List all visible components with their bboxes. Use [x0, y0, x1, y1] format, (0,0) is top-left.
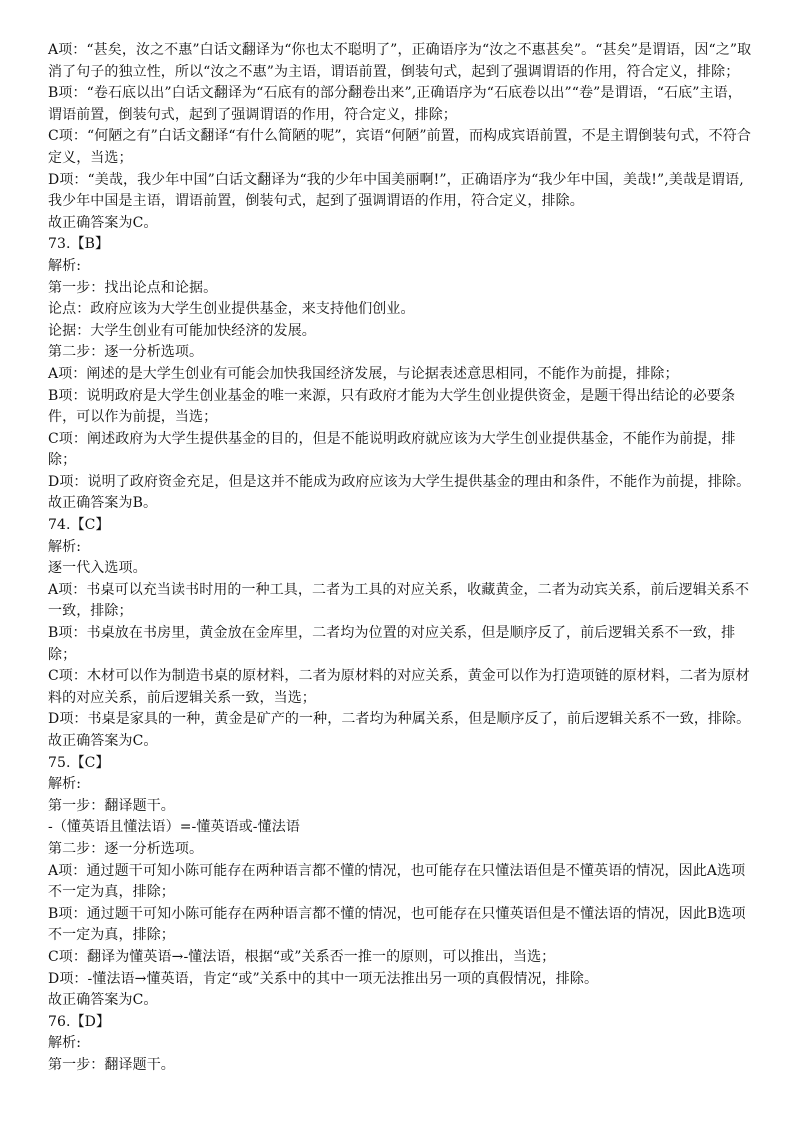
answer-line: 故正确答案为C。	[48, 214, 158, 231]
question-number: 73.【B】	[48, 236, 110, 253]
text-line: B项：书桌放在书房里，黄金放在金库里，二者均为位置的对应关系，但是顺序反了，前后逻辑关系不一致，排除；	[48, 625, 736, 663]
text-line: 第一步：翻译题干。	[48, 797, 175, 814]
text-line: 第一步：翻译题干。	[48, 1056, 175, 1073]
answer-line: 故正确答案为C。	[48, 992, 158, 1009]
text-line: 第二步：逐一分析选项。	[48, 344, 204, 361]
text-line: A项：阐述的是大学生创业有可能会加快我国经济发展，与论据表述意思相同，不能作为前提，排除；	[48, 365, 679, 382]
answer-line: 故正确答案为C。	[48, 733, 158, 749]
text-line: 第二步：逐一分析选项。	[48, 840, 204, 857]
answer-line: 故正确答案为B。	[48, 495, 158, 512]
text-line: 逐一代入选项。	[48, 560, 147, 577]
analysis-label: 解析:	[48, 776, 82, 793]
analysis-label: 解析:	[48, 257, 82, 274]
formula-line: -（懂英语且懂法语）=-懂英语或-懂法语	[48, 819, 300, 836]
question-number: 74.【C】	[48, 517, 110, 534]
analysis-label: 解析:	[48, 1035, 82, 1052]
question-number: 76.【D】	[48, 1013, 111, 1030]
text-line: B项：通过题干可知小陈可能存在两种语言都不懂的情况，也可能存在只懂英语但是不懂法语的情况，因此B选项不一定为真，排除；	[48, 905, 746, 944]
text-line: 论点：政府应该为大学生创业提供基金，来支持他们创业。	[48, 301, 415, 318]
text-line: B项：说明政府是大学生创业基金的唯一来源，只有政府才能为大学生创业提供资金，是题干得出结论的必要条件，可以作为前提，当选；	[48, 387, 736, 426]
question-number: 75.【C】	[48, 754, 110, 771]
text-line: 第一步：找出论点和论据。	[48, 279, 218, 296]
text-line: A项：书桌可以充当读书时用的一种工具，二者为工具的对应关系，收藏黄金，二者为动宾关系，前后逻辑关系不一致，排除；	[48, 581, 750, 620]
text-line: C项：阐述政府为大学生提供基金的目的，但是不能说明政府就应该为大学生创业提供基金，不能作为前提，排除；	[48, 430, 736, 469]
text-line: 论据：大学生创业有可能加快经济的发展。	[48, 322, 316, 339]
text-line: D项：书桌是家具的一种，黄金是矿产的一种，二者均为种属关系，但是顺序反了，前后逻辑关系不一致，排除。	[48, 711, 751, 728]
text-line: C项：翻译为懂英语→-懂法语，根据“或”关系否一推一的原则，可以推出，当选；	[48, 948, 556, 965]
text-line: D项：“美哉，我少年中国”白话文翻译为“我的少年中国美丽啊!”，正确语序为“我少年中国，美哉!”,美哉是谓语,我少年中国是主语，谓语前置，倒装句式，起到了强调谓语的作用，符合定义，排除。	[48, 171, 744, 210]
analysis-label: 解析:	[48, 538, 82, 555]
text-line: B项：“卷石底以出”白话文翻译为“石底有的部分翻卷出来”,正确语序为“石底卷以出”“卷”是谓语，“石底”主语，谓语前置，倒装句式，起到了强调谓语的作用，符合定义，排除；	[48, 85, 742, 123]
text-line: C项：“何陋之有”白话文翻译“有什么简陋的呢”，宾语“何陋”前置，而构成宾语前置，不是主谓倒装句式，不符合定义，当选；	[48, 128, 751, 166]
text-line: A项：通过题干可知小陈可能存在两种语言都不懂的情况，也可能存在只懂法语但是不懂英语的情况，因此A选项不一定为真，排除；	[48, 862, 746, 901]
text-line: D项：说明了政府资金充足，但是这并不能成为政府应该为大学生提供基金的理由和条件，不能作为前提，排除。	[48, 473, 751, 490]
text-line: A项：“甚矣，汝之不惠”白话文翻译为“你也太不聪明了”，正确语序为“汝之不惠甚矣”。“甚矣”是谓语，因“之”取消了句子的独立性，所以“汝之不惠”为主语，谓语前置，倒装句式，起到了强调谓语的作用，符合定义，排除；	[48, 42, 752, 80]
text-line: D项：-懂法语→懂英语，肯定“或”关系中的其中一项无法推出另一项的真假情况，排除。	[48, 970, 599, 987]
text-line: C项：木材可以作为制造书桌的原材料，二者为原材料的对应关系，黄金可以作为打造项链的原材料，二者为原材料的对应关系，前后逻辑关系一致，当选；	[48, 668, 750, 706]
